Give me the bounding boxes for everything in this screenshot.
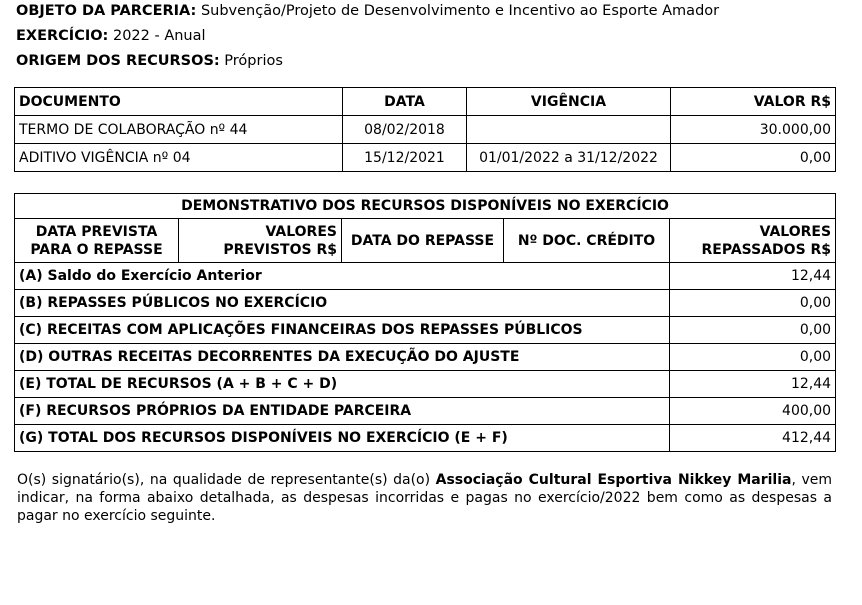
valor-cell: 0,00 — [671, 144, 836, 172]
signatory-paragraph — [17, 471, 832, 525]
data-cell: 08/02/2018 — [343, 116, 467, 144]
row-label: (E) TOTAL DE RECURSOS (A + B + C + D) — [15, 371, 670, 398]
exercicio-value: 2022 - Anual — [112, 28, 206, 44]
table-row — [15, 317, 836, 344]
col-data: DATA — [343, 88, 467, 116]
documento-cell: ADITIVO VIGÊNCIA nº 04 — [15, 144, 343, 172]
table-row — [15, 344, 836, 371]
row-label: (B) REPASSES PÚBLICOS NO EXERCÍCIO — [15, 290, 670, 317]
documento-cell: TERMO DE COLABORAÇÃO nº 44 — [15, 116, 343, 144]
table-row — [15, 144, 836, 172]
table-row — [15, 371, 836, 398]
demonstrativo-title-row — [15, 194, 836, 219]
row-label: (G) TOTAL DOS RECURSOS DISPONÍVEIS NO EXERCÍCIO (E + F) — [15, 425, 670, 452]
objeto-value: Subvenção/Projeto de Desenvolvimento e Incentivo ao Esporte Amador — [200, 3, 720, 19]
data-cell: 15/12/2021 — [343, 144, 467, 172]
row-label: (C) RECEITAS COM APLICAÇÕES FINANCEIRAS DOS REPASSES PÚBLICOS — [15, 317, 670, 344]
row-value: 412,44 — [670, 425, 836, 452]
origem-line — [16, 53, 283, 69]
documents-table — [14, 87, 836, 172]
demonstrativo-header-row — [15, 219, 836, 263]
demonstrativo-title: DEMONSTRATIVO DOS RECURSOS DISPONÍVEIS NO EXERCÍCIO — [15, 194, 836, 219]
table-row — [15, 290, 836, 317]
col-vigencia: VIGÊNCIA — [467, 88, 671, 116]
table-row — [15, 425, 836, 452]
row-value: 0,00 — [670, 317, 836, 344]
row-value: 12,44 — [670, 263, 836, 290]
valor-cell: 30.000,00 — [671, 116, 836, 144]
row-label: (D) OUTRAS RECEITAS DECORRENTES DA EXECUÇÃO DO AJUSTE — [15, 344, 670, 371]
documents-header-row — [15, 88, 836, 116]
row-value: 12,44 — [670, 371, 836, 398]
row-value: 0,00 — [670, 290, 836, 317]
paragraph-before: O(s) signatário(s), na qualidade de representante(s) da(o) — [17, 472, 436, 488]
table-row — [15, 398, 836, 425]
row-label: (F) RECURSOS PRÓPRIOS DA ENTIDADE PARCEIRA — [15, 398, 670, 425]
row-value: 0,00 — [670, 344, 836, 371]
objeto-line — [16, 3, 719, 19]
exercicio-line — [16, 28, 206, 44]
col-documento: DOCUMENTO — [15, 88, 343, 116]
vigencia-cell — [467, 116, 671, 144]
demonstrativo-table — [14, 193, 836, 452]
vigencia-cell: 01/01/2022 a 31/12/2022 — [467, 144, 671, 172]
row-label: (A) Saldo do Exercício Anterior — [15, 263, 670, 290]
col-valores-repassados: VALORES REPASSADOS R$ — [670, 219, 836, 263]
row-value: 400,00 — [670, 398, 836, 425]
col-valor: VALOR R$ — [671, 88, 836, 116]
col-data-repasse: DATA DO REPASSE — [342, 219, 504, 263]
objeto-label: OBJETO DA PARCERIA: — [16, 3, 197, 19]
table-row — [15, 263, 836, 290]
col-data-prevista: DATA PREVISTA PARA O REPASSE — [15, 219, 179, 263]
paragraph-after: , vem indicar, na forma abaixo detalhada, as despesas incorridas e pagas no exercício/2022 bem como as despesas a pagar no exercício seguinte. — [17, 472, 832, 524]
origem-value: Próprios — [224, 53, 283, 69]
col-valores-previstos: VALORES PREVISTOS R$ — [179, 219, 342, 263]
col-doc-credito: Nº DOC. CRÉDITO — [504, 219, 670, 263]
exercicio-label: EXERCÍCIO: — [16, 28, 109, 44]
table-row — [15, 116, 836, 144]
origem-label: ORIGEM DOS RECURSOS: — [16, 53, 220, 69]
entity-name: Associação Cultural Esportiva Nikkey Marilia — [435, 472, 792, 488]
